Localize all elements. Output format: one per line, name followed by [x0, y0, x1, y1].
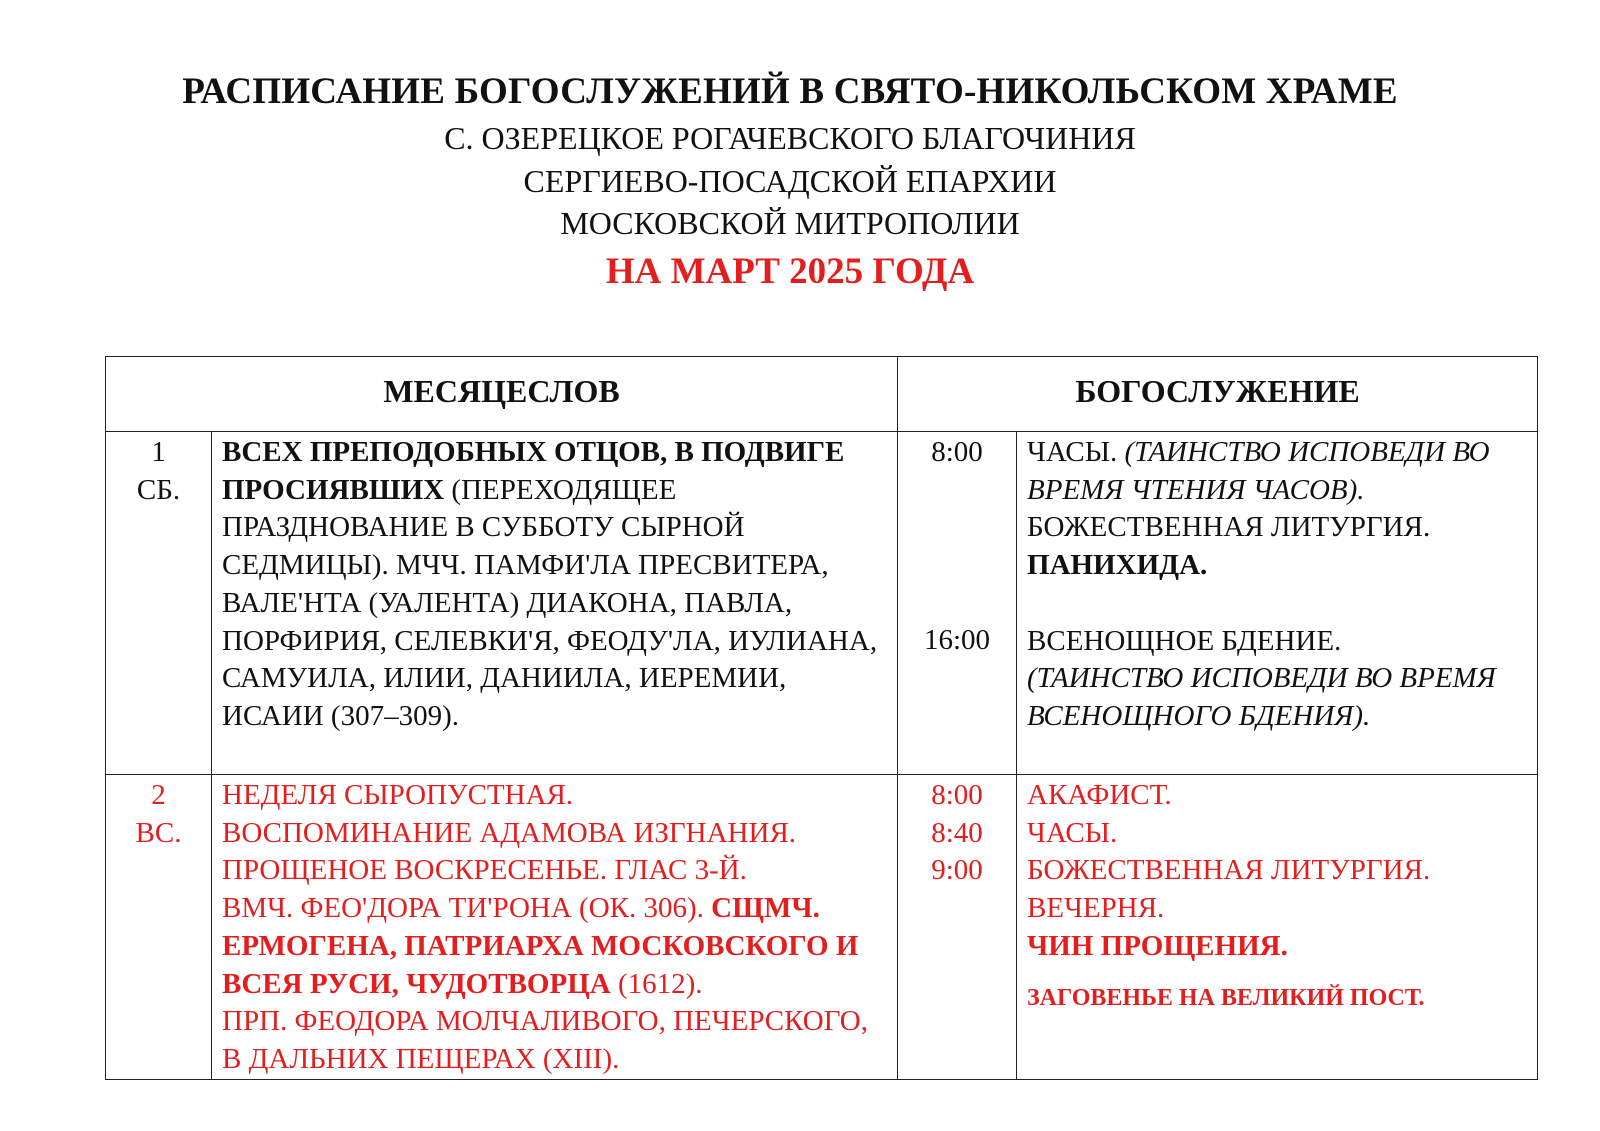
- feast-details: ВМЧ. ФЕО'ДОРА ТИ'РОНА (ОК. 306).: [222, 892, 712, 925]
- service-cell: [1017, 432, 1538, 775]
- service-time: 8:00: [931, 779, 983, 811]
- service-time: 16:00: [923, 624, 991, 657]
- day-cell: [106, 432, 212, 775]
- service-note: (ТАИНСТВО ИСПОВЕДИ ВО ВРЕМЯ ВСЕНОЩНОГО БДЕНИЯ).: [1027, 662, 1496, 732]
- service-item: БОЖЕСТВЕННАЯ ЛИТУРГИЯ.: [1027, 854, 1431, 887]
- feast-details: ВОСПОМИНАНИЕ АДАМОВА ИЗГНАНИЯ.: [222, 816, 797, 849]
- calendar-description: [212, 775, 898, 1080]
- service-item: ЧИН ПРОЩЕНИЯ.: [1027, 929, 1288, 962]
- day-number: 2: [151, 779, 166, 811]
- calendar-description: [212, 432, 898, 775]
- subtitle-eparchy: СЕРГИЕВО-ПОСАДСКОЙ ЕПАРХИИ: [523, 163, 1057, 199]
- page-title: РАСПИСАНИЕ БОГОСЛУЖЕНИЙ В СВЯТО-НИКОЛЬСКОМ ХРАМЕ: [182, 71, 1398, 112]
- time-cell: [898, 432, 1017, 775]
- service-time: 8:00: [931, 436, 983, 468]
- table-row: [106, 775, 1538, 1080]
- feast-details: ПРП. ФЕОДОРА МОЛЧАЛИВОГО, ПЕЧЕРСКОГО, В ДАЛЬНИХ ПЕЩЕРАХ (XIII).: [222, 1005, 868, 1075]
- fast-note: ЗАГОВЕНЬЕ НА ВЕЛИКИЙ ПОСТ.: [1027, 984, 1425, 1011]
- column-header-service: БОГОСЛУЖЕНИЕ: [898, 357, 1538, 432]
- feast-details: ПРОЩЕНОЕ ВОСКРЕСЕНЬЕ. ГЛАС 3-Й.: [222, 854, 747, 887]
- subtitle-metropolis: МОСКОВСКОЙ МИТРОПОЛИИ: [560, 205, 1020, 241]
- day-cell: [106, 775, 212, 1080]
- weekday: СБ.: [136, 473, 181, 506]
- table-row: [106, 432, 1538, 775]
- service-note: (ТАИНСТВО ИСПОВЕДИ ВО ВРЕМЯ ЧТЕНИЯ ЧАСОВ).: [1027, 436, 1490, 506]
- feast-details: (1612).: [610, 967, 703, 1000]
- day-number: 1: [151, 436, 166, 468]
- service-item: БОЖЕСТВЕННАЯ ЛИТУРГИЯ.: [1027, 511, 1431, 544]
- feast-title: ВСЕХ ПРЕПОДОБНЫХ ОТЦОВ, В ПОДВИГЕ ПРОСИЯВШИХ: [222, 436, 845, 506]
- service-item: ПАНИХИДА.: [1027, 549, 1208, 582]
- service-item: ВЕЧЕРНЯ.: [1027, 892, 1165, 925]
- subtitle-village: С. ОЗЕРЕЦКОЕ РОГАЧЕВСКОГО БЛАГОЧИНИЯ: [444, 120, 1136, 156]
- feast-details: (ПЕРЕХОДЯЩЕЕ ПРАЗДНОВАНИЕ В СУББОТУ СЫРНОЙ СЕДМИЦЫ). МЧЧ. ПАМФИ'ЛА ПРЕСВИТЕРА, ВАЛЕ'НТА (УАЛЕНТА) ДИАКОНА, ПАВЛА, ПОРФИРИЯ, СЕЛЕВКИ'Я, ФЕОДУ'ЛА, ИУЛИАНА, САМУИЛА, ИЛИИ, ДАНИИЛА, ИЕРЕМИИ, ИСАИИ (307–309).: [222, 473, 878, 732]
- weekday: ВС.: [135, 816, 182, 849]
- service-time: 9:00: [931, 854, 983, 887]
- service-time: 8:40: [931, 816, 983, 849]
- service-item: ВСЕНОЩНОЕ БДЕНИЕ.: [1027, 624, 1342, 657]
- month-heading: НА МАРТ 2025 ГОДА: [605, 251, 975, 292]
- table-header-row: [106, 357, 1538, 432]
- column-header-calendar: МЕСЯЦЕСЛОВ: [106, 357, 898, 432]
- service-item: ЧАСЫ.: [1027, 436, 1118, 468]
- service-item: ЧАСЫ.: [1027, 816, 1118, 849]
- service-item: АКАФИСТ.: [1027, 779, 1172, 811]
- feast-title: НЕДЕЛЯ СЫРОПУСТНАЯ.: [222, 779, 574, 811]
- feast-saint: СЩМЧ. ЕРМОГЕНА, ПАТРИАРХА МОСКОВСКОГО И ВСЕЯ РУСИ, ЧУДОТВОРЦА: [222, 892, 859, 1000]
- time-cell: [898, 775, 1017, 1080]
- service-cell: [1017, 775, 1538, 1080]
- schedule-table: [105, 356, 1538, 1080]
